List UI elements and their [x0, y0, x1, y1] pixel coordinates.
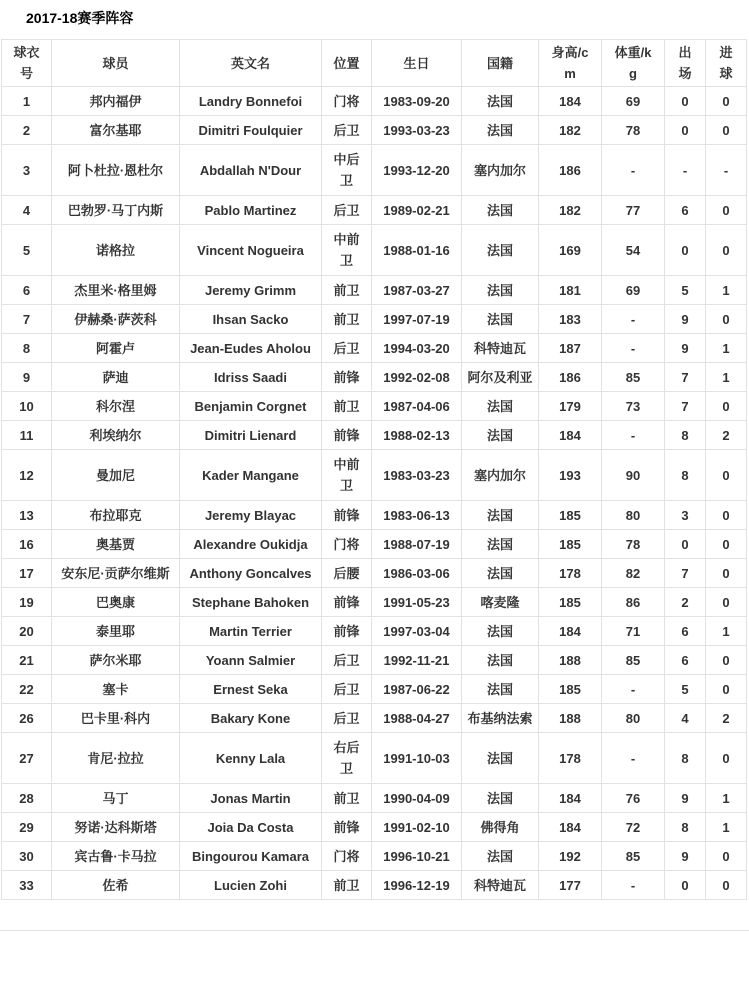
- english-name-cell: Anthony Goncalves: [180, 559, 322, 588]
- position-cell: 后卫: [322, 196, 372, 225]
- weight-cell: 54: [602, 225, 665, 276]
- weight-cell: 72: [602, 813, 665, 842]
- nationality-cell: 法国: [462, 675, 539, 704]
- position-cell: 后卫: [322, 675, 372, 704]
- birthday-cell: 1997-03-04: [372, 617, 462, 646]
- player-name-cell: 佐希: [52, 871, 180, 900]
- appearances-cell: 8: [665, 733, 706, 784]
- english-name-cell: Bingourou Kamara: [180, 842, 322, 871]
- jersey-number-cell: 22: [2, 675, 52, 704]
- table-row: [2, 813, 747, 842]
- weight-cell: -: [602, 334, 665, 363]
- height-cell: 184: [539, 813, 602, 842]
- table-row: [2, 392, 747, 421]
- goals-cell: 0: [706, 675, 747, 704]
- english-name-cell: Abdallah N'Dour: [180, 145, 322, 196]
- weight-cell: 80: [602, 704, 665, 733]
- goals-cell: 0: [706, 871, 747, 900]
- player-name-cell: 布拉耶克: [52, 501, 180, 530]
- english-name-cell: Alexandre Oukidja: [180, 530, 322, 559]
- col-header-nationality: 国籍: [462, 40, 539, 87]
- player-name-cell: 塞卡: [52, 675, 180, 704]
- table-row: [2, 305, 747, 334]
- nationality-cell: 法国: [462, 842, 539, 871]
- english-name-cell: Pablo Martinez: [180, 196, 322, 225]
- goals-cell: 0: [706, 588, 747, 617]
- goals-cell: 2: [706, 704, 747, 733]
- table-row: [2, 733, 747, 784]
- jersey-number-cell: 26: [2, 704, 52, 733]
- table-row: [2, 196, 747, 225]
- english-name-cell: Lucien Zohi: [180, 871, 322, 900]
- nationality-cell: 法国: [462, 392, 539, 421]
- player-name-cell: 曼加尼: [52, 450, 180, 501]
- appearances-cell: 5: [665, 276, 706, 305]
- position-cell: 前锋: [322, 421, 372, 450]
- table-row: [2, 675, 747, 704]
- player-name-cell: 巴卡里·科内: [52, 704, 180, 733]
- appearances-cell: 7: [665, 363, 706, 392]
- player-name-cell: 科尔涅: [52, 392, 180, 421]
- jersey-number-cell: 29: [2, 813, 52, 842]
- birthday-cell: 1994-03-20: [372, 334, 462, 363]
- goals-cell: 1: [706, 363, 747, 392]
- nationality-cell: 塞内加尔: [462, 145, 539, 196]
- height-cell: 181: [539, 276, 602, 305]
- goals-cell: 0: [706, 733, 747, 784]
- height-cell: 184: [539, 617, 602, 646]
- jersey-number-cell: 8: [2, 334, 52, 363]
- weight-cell: 73: [602, 392, 665, 421]
- table-row: [2, 559, 747, 588]
- col-header-player-name: 球员: [52, 40, 180, 87]
- appearances-cell: 0: [665, 225, 706, 276]
- birthday-cell: 1987-04-06: [372, 392, 462, 421]
- nationality-cell: 科特迪瓦: [462, 871, 539, 900]
- nationality-cell: 法国: [462, 421, 539, 450]
- col-header-appearances: 出场: [665, 40, 706, 87]
- table-body: [2, 87, 747, 900]
- goals-cell: 0: [706, 501, 747, 530]
- player-name-cell: 努诺·达科斯塔: [52, 813, 180, 842]
- goals-cell: 0: [706, 196, 747, 225]
- player-name-cell: 阿霍卢: [52, 334, 180, 363]
- birthday-cell: 1991-10-03: [372, 733, 462, 784]
- table-row: [2, 116, 747, 145]
- nationality-cell: 法国: [462, 276, 539, 305]
- jersey-number-cell: 7: [2, 305, 52, 334]
- weight-cell: -: [602, 145, 665, 196]
- nationality-cell: 法国: [462, 305, 539, 334]
- height-cell: 185: [539, 501, 602, 530]
- nationality-cell: 法国: [462, 225, 539, 276]
- position-cell: 前锋: [322, 617, 372, 646]
- appearances-cell: 4: [665, 704, 706, 733]
- goals-cell: 0: [706, 305, 747, 334]
- player-name-cell: 安东尼·贡萨尔维斯: [52, 559, 180, 588]
- goals-cell: 0: [706, 842, 747, 871]
- height-cell: 184: [539, 421, 602, 450]
- height-cell: 184: [539, 87, 602, 116]
- player-name-cell: 萨尔米耶: [52, 646, 180, 675]
- player-name-cell: 巴奥康: [52, 588, 180, 617]
- goals-cell: 1: [706, 784, 747, 813]
- english-name-cell: Dimitri Foulquier: [180, 116, 322, 145]
- table-row: [2, 450, 747, 501]
- nationality-cell: 法国: [462, 784, 539, 813]
- goals-cell: 1: [706, 617, 747, 646]
- goals-cell: 1: [706, 334, 747, 363]
- english-name-cell: Martin Terrier: [180, 617, 322, 646]
- col-header-height: 身高/cm: [539, 40, 602, 87]
- table-row: [2, 421, 747, 450]
- appearances-cell: 8: [665, 421, 706, 450]
- jersey-number-cell: 2: [2, 116, 52, 145]
- table-row: [2, 225, 747, 276]
- english-name-cell: Landry Bonnefoi: [180, 87, 322, 116]
- col-header-position: 位置: [322, 40, 372, 87]
- table-header-row: [2, 40, 747, 87]
- jersey-number-cell: 27: [2, 733, 52, 784]
- birthday-cell: 1986-03-06: [372, 559, 462, 588]
- position-cell: 门将: [322, 530, 372, 559]
- table-head: [2, 40, 747, 87]
- jersey-number-cell: 20: [2, 617, 52, 646]
- weight-cell: 77: [602, 196, 665, 225]
- appearances-cell: 6: [665, 646, 706, 675]
- nationality-cell: 法国: [462, 559, 539, 588]
- english-name-cell: Kader Mangane: [180, 450, 322, 501]
- weight-cell: 85: [602, 646, 665, 675]
- position-cell: 前卫: [322, 784, 372, 813]
- table-row: [2, 704, 747, 733]
- birthday-cell: 1988-04-27: [372, 704, 462, 733]
- player-name-cell: 萨迪: [52, 363, 180, 392]
- english-name-cell: Bakary Kone: [180, 704, 322, 733]
- english-name-cell: Ihsan Sacko: [180, 305, 322, 334]
- jersey-number-cell: 33: [2, 871, 52, 900]
- appearances-cell: 5: [665, 675, 706, 704]
- weight-cell: -: [602, 421, 665, 450]
- english-name-cell: Stephane Bahoken: [180, 588, 322, 617]
- english-name-cell: Jeremy Blayac: [180, 501, 322, 530]
- jersey-number-cell: 30: [2, 842, 52, 871]
- height-cell: 183: [539, 305, 602, 334]
- position-cell: 前卫: [322, 305, 372, 334]
- english-name-cell: Jeremy Grimm: [180, 276, 322, 305]
- weight-cell: -: [602, 305, 665, 334]
- appearances-cell: 9: [665, 784, 706, 813]
- birthday-cell: 1996-12-19: [372, 871, 462, 900]
- nationality-cell: 法国: [462, 196, 539, 225]
- appearances-cell: 0: [665, 116, 706, 145]
- height-cell: 184: [539, 784, 602, 813]
- english-name-cell: Ernest Seka: [180, 675, 322, 704]
- birthday-cell: 1993-12-20: [372, 145, 462, 196]
- player-name-cell: 伊赫桑·萨茨科: [52, 305, 180, 334]
- birthday-cell: 1996-10-21: [372, 842, 462, 871]
- position-cell: 前锋: [322, 501, 372, 530]
- jersey-number-cell: 28: [2, 784, 52, 813]
- player-name-cell: 泰里耶: [52, 617, 180, 646]
- english-name-cell: Kenny Lala: [180, 733, 322, 784]
- position-cell: 前卫: [322, 871, 372, 900]
- weight-cell: 86: [602, 588, 665, 617]
- appearances-cell: 7: [665, 559, 706, 588]
- height-cell: 186: [539, 145, 602, 196]
- jersey-number-cell: 4: [2, 196, 52, 225]
- height-cell: 186: [539, 363, 602, 392]
- height-cell: 193: [539, 450, 602, 501]
- goals-cell: 1: [706, 813, 747, 842]
- page-title: 2017-18赛季阵容: [26, 10, 134, 26]
- appearances-cell: 6: [665, 617, 706, 646]
- nationality-cell: 科特迪瓦: [462, 334, 539, 363]
- weight-cell: 85: [602, 842, 665, 871]
- nationality-cell: 法国: [462, 116, 539, 145]
- nationality-cell: 法国: [462, 617, 539, 646]
- birthday-cell: 1991-05-23: [372, 588, 462, 617]
- table-row: [2, 784, 747, 813]
- height-cell: 185: [539, 530, 602, 559]
- table-row: [2, 334, 747, 363]
- position-cell: 门将: [322, 842, 372, 871]
- appearances-cell: 0: [665, 871, 706, 900]
- position-cell: 右后卫: [322, 733, 372, 784]
- height-cell: 179: [539, 392, 602, 421]
- jersey-number-cell: 19: [2, 588, 52, 617]
- jersey-number-cell: 21: [2, 646, 52, 675]
- goals-cell: 0: [706, 646, 747, 675]
- goals-cell: 0: [706, 116, 747, 145]
- birthday-cell: 1988-07-19: [372, 530, 462, 559]
- birthday-cell: 1988-02-13: [372, 421, 462, 450]
- appearances-cell: 9: [665, 305, 706, 334]
- nationality-cell: 法国: [462, 733, 539, 784]
- position-cell: 前卫: [322, 276, 372, 305]
- english-name-cell: Yoann Salmier: [180, 646, 322, 675]
- weight-cell: 80: [602, 501, 665, 530]
- english-name-cell: Vincent Nogueira: [180, 225, 322, 276]
- player-name-cell: 奥基贾: [52, 530, 180, 559]
- height-cell: 169: [539, 225, 602, 276]
- birthday-cell: 1990-04-09: [372, 784, 462, 813]
- appearances-cell: -: [665, 145, 706, 196]
- weight-cell: 85: [602, 363, 665, 392]
- appearances-cell: 2: [665, 588, 706, 617]
- goals-cell: 1: [706, 276, 747, 305]
- table-row: [2, 87, 747, 116]
- position-cell: 后腰: [322, 559, 372, 588]
- appearances-cell: 9: [665, 842, 706, 871]
- weight-cell: -: [602, 871, 665, 900]
- english-name-cell: Benjamin Corgnet: [180, 392, 322, 421]
- birthday-cell: 1992-11-21: [372, 646, 462, 675]
- player-name-cell: 诺格拉: [52, 225, 180, 276]
- birthday-cell: 1983-03-23: [372, 450, 462, 501]
- position-cell: 门将: [322, 87, 372, 116]
- goals-cell: -: [706, 145, 747, 196]
- weight-cell: -: [602, 733, 665, 784]
- appearances-cell: 8: [665, 813, 706, 842]
- nationality-cell: 法国: [462, 646, 539, 675]
- nationality-cell: 喀麦隆: [462, 588, 539, 617]
- english-name-cell: Jonas Martin: [180, 784, 322, 813]
- col-header-english-name: 英文名: [180, 40, 322, 87]
- table-row: [2, 276, 747, 305]
- col-header-birthday: 生日: [372, 40, 462, 87]
- height-cell: 187: [539, 334, 602, 363]
- player-name-cell: 马丁: [52, 784, 180, 813]
- jersey-number-cell: 1: [2, 87, 52, 116]
- nationality-cell: 法国: [462, 501, 539, 530]
- jersey-number-cell: 5: [2, 225, 52, 276]
- weight-cell: -: [602, 675, 665, 704]
- nationality-cell: 阿尔及利亚: [462, 363, 539, 392]
- height-cell: 178: [539, 559, 602, 588]
- height-cell: 182: [539, 116, 602, 145]
- player-name-cell: 邦内福伊: [52, 87, 180, 116]
- table-row: [2, 871, 747, 900]
- goals-cell: 0: [706, 225, 747, 276]
- weight-cell: 69: [602, 276, 665, 305]
- col-header-jersey-number: 球衣号: [2, 40, 52, 87]
- height-cell: 182: [539, 196, 602, 225]
- weight-cell: 76: [602, 784, 665, 813]
- weight-cell: 82: [602, 559, 665, 588]
- jersey-number-cell: 16: [2, 530, 52, 559]
- weight-cell: 69: [602, 87, 665, 116]
- nationality-cell: 佛得角: [462, 813, 539, 842]
- jersey-number-cell: 3: [2, 145, 52, 196]
- player-name-cell: 富尔基耶: [52, 116, 180, 145]
- table-row: [2, 842, 747, 871]
- jersey-number-cell: 17: [2, 559, 52, 588]
- squad-table: [1, 39, 747, 900]
- goals-cell: 0: [706, 87, 747, 116]
- height-cell: 178: [539, 733, 602, 784]
- english-name-cell: Joia Da Costa: [180, 813, 322, 842]
- birthday-cell: 1989-02-21: [372, 196, 462, 225]
- player-name-cell: 杰里米·格里姆: [52, 276, 180, 305]
- nationality-cell: 法国: [462, 87, 539, 116]
- goals-cell: 0: [706, 450, 747, 501]
- appearances-cell: 0: [665, 530, 706, 559]
- birthday-cell: 1997-07-19: [372, 305, 462, 334]
- birthday-cell: 1983-06-13: [372, 501, 462, 530]
- col-header-goals: 进球: [706, 40, 747, 87]
- height-cell: 188: [539, 704, 602, 733]
- position-cell: 中前卫: [322, 450, 372, 501]
- height-cell: 185: [539, 675, 602, 704]
- appearances-cell: 9: [665, 334, 706, 363]
- position-cell: 前卫: [322, 392, 372, 421]
- height-cell: 192: [539, 842, 602, 871]
- goals-cell: 0: [706, 559, 747, 588]
- weight-cell: 78: [602, 116, 665, 145]
- position-cell: 前锋: [322, 363, 372, 392]
- weight-cell: 90: [602, 450, 665, 501]
- english-name-cell: Jean-Eudes Aholou: [180, 334, 322, 363]
- birthday-cell: 1988-01-16: [372, 225, 462, 276]
- jersey-number-cell: 12: [2, 450, 52, 501]
- col-header-weight: 体重/kg: [602, 40, 665, 87]
- appearances-cell: 6: [665, 196, 706, 225]
- jersey-number-cell: 11: [2, 421, 52, 450]
- position-cell: 中前卫: [322, 225, 372, 276]
- table-row: [2, 501, 747, 530]
- goals-cell: 0: [706, 392, 747, 421]
- player-name-cell: 阿卜杜拉·恩杜尔: [52, 145, 180, 196]
- jersey-number-cell: 9: [2, 363, 52, 392]
- position-cell: 前锋: [322, 813, 372, 842]
- goals-cell: 0: [706, 530, 747, 559]
- appearances-cell: 8: [665, 450, 706, 501]
- english-name-cell: Dimitri Lienard: [180, 421, 322, 450]
- appearances-cell: 3: [665, 501, 706, 530]
- jersey-number-cell: 13: [2, 501, 52, 530]
- table-row: [2, 363, 747, 392]
- player-name-cell: 肯尼·拉拉: [52, 733, 180, 784]
- goals-cell: 2: [706, 421, 747, 450]
- jersey-number-cell: 6: [2, 276, 52, 305]
- nationality-cell: 布基纳法索: [462, 704, 539, 733]
- position-cell: 前锋: [322, 588, 372, 617]
- birthday-cell: 1987-06-22: [372, 675, 462, 704]
- position-cell: 后卫: [322, 704, 372, 733]
- player-name-cell: 利埃纳尔: [52, 421, 180, 450]
- position-cell: 后卫: [322, 116, 372, 145]
- table-row: [2, 588, 747, 617]
- height-cell: 185: [539, 588, 602, 617]
- table-row: [2, 617, 747, 646]
- weight-cell: 71: [602, 617, 665, 646]
- nationality-cell: 法国: [462, 530, 539, 559]
- nationality-cell: 塞内加尔: [462, 450, 539, 501]
- player-name-cell: 巴勃罗·马丁内斯: [52, 196, 180, 225]
- appearances-cell: 7: [665, 392, 706, 421]
- height-cell: 188: [539, 646, 602, 675]
- position-cell: 后卫: [322, 646, 372, 675]
- birthday-cell: 1992-02-08: [372, 363, 462, 392]
- height-cell: 177: [539, 871, 602, 900]
- jersey-number-cell: 10: [2, 392, 52, 421]
- english-name-cell: Idriss Saadi: [180, 363, 322, 392]
- birthday-cell: 1993-03-23: [372, 116, 462, 145]
- position-cell: 中后卫: [322, 145, 372, 196]
- birthday-cell: 1987-03-27: [372, 276, 462, 305]
- table-footer-empty-row: [0, 900, 749, 931]
- table-row: [2, 145, 747, 196]
- position-cell: 后卫: [322, 334, 372, 363]
- appearances-cell: 0: [665, 87, 706, 116]
- player-name-cell: 宾古鲁·卡马拉: [52, 842, 180, 871]
- table-row: [2, 646, 747, 675]
- weight-cell: 78: [602, 530, 665, 559]
- table-row: [2, 530, 747, 559]
- birthday-cell: 1991-02-10: [372, 813, 462, 842]
- birthday-cell: 1983-09-20: [372, 87, 462, 116]
